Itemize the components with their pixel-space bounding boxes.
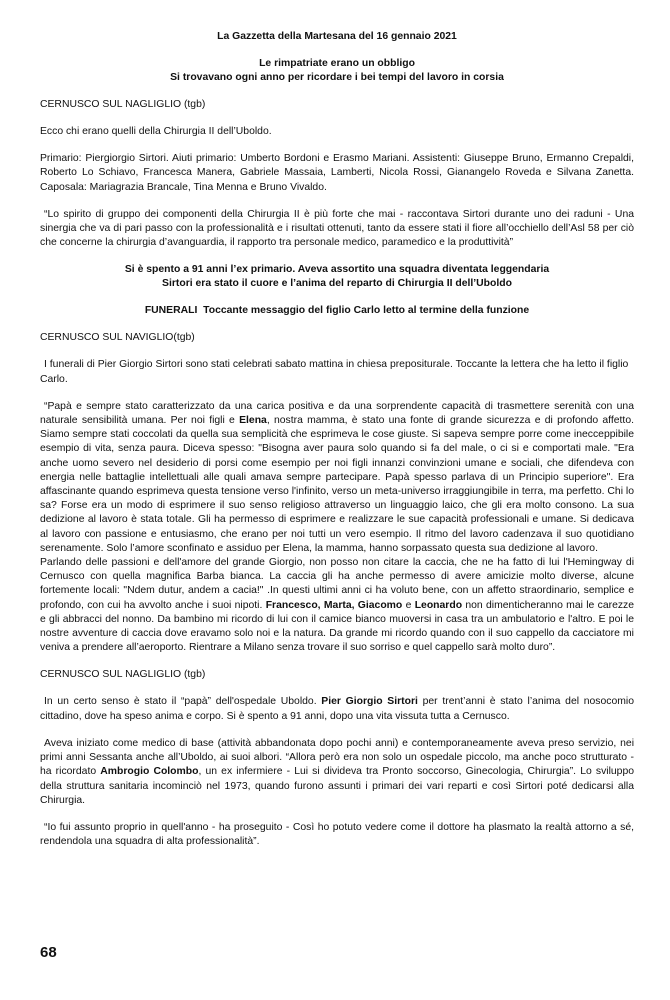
article1-subheadline: Si trovavano ogni anno per ricordare i bei tempi del lavoro in corsia [170, 72, 504, 83]
letter-text: e [402, 599, 415, 611]
article3-paragraph-2 [40, 737, 634, 808]
letter-paragraph-1 [40, 400, 634, 556]
name-elena: Elena [239, 415, 267, 427]
article1-dateline: CERNUSCO SUL NAGLIGLIO (tgb) [40, 99, 206, 110]
page-number: 68 [40, 944, 57, 961]
name-sirtori: Pier Giorgio Sirtori [321, 696, 418, 708]
source-line: La Gazzetta della Martesana del 16 gennaio 2021 [217, 31, 457, 42]
article2-dateline: CERNUSCO SUL NAVIGLIO(tgb) [40, 332, 195, 344]
letter-text: non dimenticheranno mai le carezze e gli abbracci del nonno. Da bambino mi ricordo di lui con il camice bianco muoversi in casa tra un ambulatorio e l'altro. E poi le nostre avventure di caccia dove eravamo solo noi e la natura. Da grande mi ricordo quando con il suo cappello da cacciatore mi veniva a prendere all’aeroporto. Rientrare a Milano senza trovare il suo sorriso e quel cappello sarà molto duro”. [40, 599, 635, 654]
article2-paragraph-1: I funerali di Pier Giorgio Sirtori sono stati celebrati sabato mattina in chiesa prepositurale. Toccante la lettera che ha letto il figlio Carlo. [40, 359, 629, 385]
article1-headline: Le rimpatriate erano un obbligo [259, 58, 415, 69]
article2-headline: Si è spento a 91 anni l’ex primario. Aveva assortito una squadra diventata leggendaria [124, 264, 550, 276]
article1-paragraph-2: Primario: Piergiorgio Sirtori. Aiuti primario: Umberto Bordoni e Erasmo Mariani. Assistenti: Giuseppe Bruno, Ermanno Crepaldi, Roberto Lo Schiavo, Francesca Manera, Gabriele Massaia, Lamberti, Nicola Rossi, Gianangelo Roveda e Silvana Zanetta. Caposala: Mariagrazia Brancale, Tina Menna e Bruno Vivaldo. [40, 153, 634, 193]
name-leonardo: Leonardo [414, 599, 463, 611]
letter-text: “Papà e sempre stato caratterizzato da una carica positiva e da una sorprendente capacità di trasmettere serenità con una naturale sensibilità umana. Per noi figli e [40, 400, 634, 427]
article1-paragraph-3: “Lo spirito di gruppo dei componenti della Chirurgia II è più forte che mai - raccontava Sirtori durante uno dei raduni - Una sinergia che va di pari passo con la professionalità e i risultati ottenuti, tanto da essere stati il fiore all’occhiello dell’Asl 58 per ciò che concerne la chirurgia d’avanguardia, il rapporto tra personale medico, paramedico e la produttività” [40, 208, 634, 249]
letter-text: Parlando delle passioni e dell'amore del grande Giorgio, non posso non citare la caccia, che ne ha fatto di lui l'Hemingway di Cernusco con quella magnifica Barba bianca. La caccia gli ha anche permesso di avere amicizie molto diverse, alcune fortemente locali: "Ndem dutur, andem a cacia!" .In questi ultimi anni ci ha voluto bene, con un affetto straordinario, semplice e profondo, con cui ha avvolto anche i suoi nipoti. [40, 557, 634, 611]
grandchildren-names: Francesco, Marta, Giacomo [265, 599, 403, 611]
funerali-text: Toccante messaggio del figlio Carlo letto al termine della funzione [203, 305, 530, 317]
funerali-label: FUNERALI [144, 305, 198, 317]
article3-paragraph-3: “Io fui assunto proprio in quell'anno - ha proseguito - Così ho potuto vedere come il dottore ha plasmato la realtà attorno a sé, rendendola una squadra di alta professionalità”. [40, 821, 634, 848]
document-page [40, 30, 634, 862]
article1-paragraph-1: Ecco chi erano quelli della Chirurgia II dell’Uboldo. [40, 126, 272, 137]
article3-dateline: CERNUSCO SUL NAGLIGLIO (tgb) [40, 669, 206, 681]
article-text: Aveva iniziato come medico di base (attività abbandonata dopo pochi anni) e contemporaneamente aveva preso servizio, nei primi anni Sessanta anche all’Uboldo, ai suoi albori. “Allora però era non solo un ospedale piccolo, ma anche poco strutturato - ha ricordato [40, 737, 634, 778]
funerali-heading [40, 304, 634, 318]
article-text: , un ex infermiere - Lui si divideva tra Pronto soccorso, Ginecologia, Chirurgia”. Lo sviluppo della struttura sanitaria incominciò nel 1973, quando furono assunti i primari dei vari reparti e così Sirtori poté dedicarsi alla Chirurgia. [40, 766, 634, 806]
article-text: In un certo senso è stato il “papà” dell'ospedale Uboldo. [44, 696, 322, 708]
article3-paragraph-1 [40, 695, 634, 723]
name-colombo: Ambrogio Colombo [100, 766, 199, 778]
article2-subheadline: Sirtori era stato il cuore e l’anima del reparto di Chirurgia II dell’Uboldo [162, 278, 512, 290]
article-text: per trent’anni è stato l’anima del nosocomio cittadino, dove ha speso anima e corpo. Si è spento a 91 anni, dopo una vita vissuta tutta a Cernusco. [40, 696, 634, 722]
letter-paragraph-2 [40, 556, 634, 655]
letter-text: , nostra mamma, è stato una fonte di grande sicurezza e di profondo affetto. Siamo sempre stati coccolati da quella sua semplicità che esprimeva le cose giuste. Si sapeva sempre porre come inecceppibile esempio di vita, senza paura. Diceva spesso: "Bisogna aver paura solo quando si fa del male, o ci si e comportati male. "Era anche uomo severo nel desiderio di porsi come esempio per noi figli innanzi convinzioni umane e sociali, che difendeva con energia nelle battaglie intellettuali alle quali amava sempre partecipare. Papà spesso parlava di un Principio superiore". Era affascinante quando esprimeva questa tensione verso l'infinito, verso un meta-universo irraggiungibile in terra, ma perfetto. Chi lo sa? Forse era un modo di esprimere il suo senso religioso attraverso un linguaggio laico, che gli era molto consono. La sua dedizione al lavoro è stata totale. Gli ha permesso di esprimere e realizzare le sue capacità professionali e umane. Si dedicava al lavoro con passione e entusiasmo, che erano per noi tutti un vero esempio. Il ritmo del lavoro cadenzava il suo quotidiano serenamente. Solo l’amore sconfinato e assiduo per Elena, la mamma, hanno sorpassato questa sua dedizione al lavoro. [40, 415, 634, 554]
